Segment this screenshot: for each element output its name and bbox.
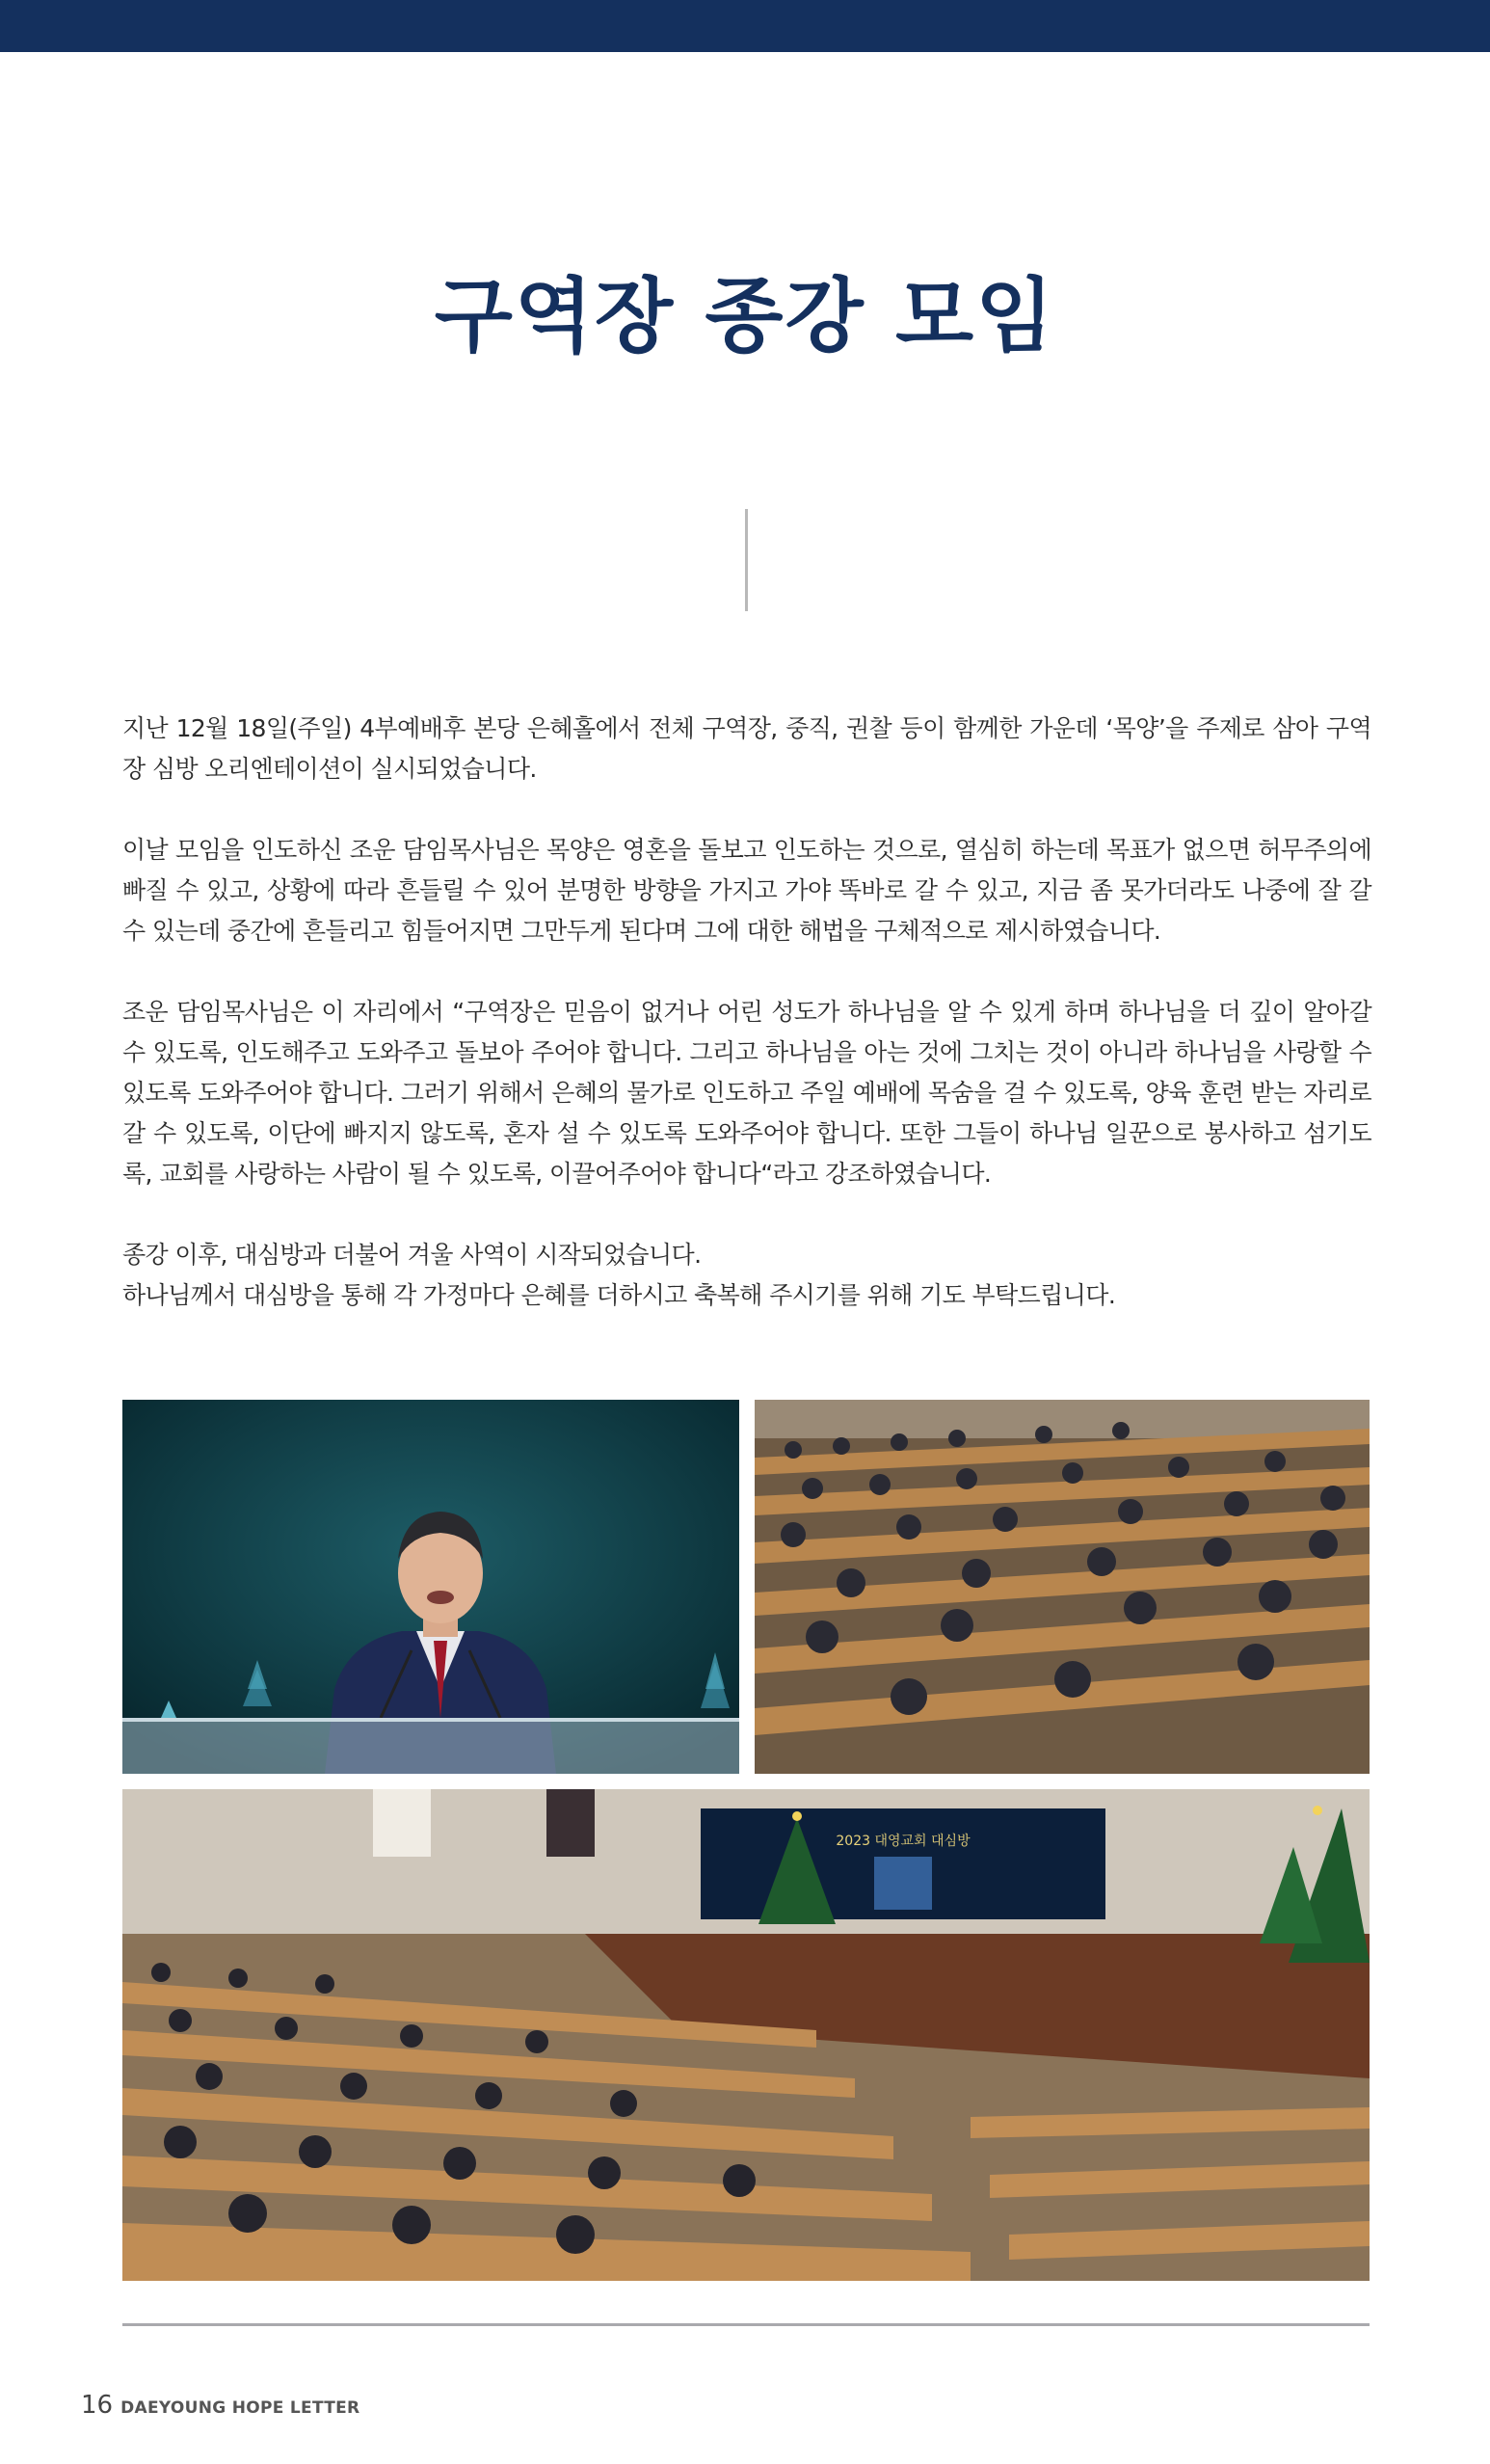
paragraph-4: 종강 이후, 대심방과 더불어 겨울 사역이 시작되었습니다. 하나님께서 대심방을 통해 각 가정마다 은혜를 더하시고 축복해 주시기를 위해 기도 부탁드립니다. bbox=[122, 1241, 1116, 1309]
paragraph-2: 이날 모임을 인도하신 조운 담임목사님은 목양은 영혼을 돌보고 인도하는 것으로, 열심히 하는데 목표가 없으면 허무주의에 빠질 수 있고, 상황에 따라 흔들릴 수 있어 분명한 방향을 가지고 가야 똑바로 갈 수 있고, 지금 좀 못가더라도 나중에 잘 갈 수 있는데 중간에 흔들리고 힘들어지면 그만두게 된다며 그에 대한 해법을 구체적으로 제시하였습니다. bbox=[122, 836, 1371, 945]
photo-congregation-pews bbox=[755, 1400, 1370, 1774]
title-divider bbox=[745, 509, 748, 611]
article-title: 구역장 종강 모임 bbox=[434, 269, 1056, 363]
photo-sanctuary-wide bbox=[122, 1789, 1370, 2281]
publication-name: DAEYOUNG HOPE LETTER bbox=[120, 2398, 360, 2418]
photo-pastor-speaking bbox=[122, 1400, 739, 1774]
article-body bbox=[122, 709, 1371, 1316]
page-number: 16 bbox=[81, 2391, 114, 2420]
page-footer bbox=[81, 2391, 359, 2420]
header-bar bbox=[0, 0, 1490, 52]
stage-banner-text: 2023 대영교회 대심방 bbox=[836, 1834, 971, 1849]
footer-divider bbox=[122, 2323, 1370, 2326]
paragraph-1: 지난 12월 18일(주일) 4부예배후 본당 은혜홀에서 전체 구역장, 중직, 권찰 등이 함께한 가운데 ‘목양’을 주제로 삼아 구역장 심방 오리엔테이션이 실시되었습니다. bbox=[122, 714, 1371, 783]
paragraph-3: 조운 담임목사님은 이 자리에서 “구역장은 믿음이 없거나 어린 성도가 하나님을 알 수 있게 하며 하나님을 더 깊이 알아갈 수 있도록, 인도해주고 도와주고 돌보아 주어야 합니다. 그리고 하나님을 아는 것에 그치는 것이 아니라 하나님을 사랑할 수 있도록 도와주어야 합니다. 그러기 위해서 은혜의 물가로 인도하고 주일 예배에 목숨을 걸 수 있도록, 양육 훈련 받는 자리로 갈 수 있도록, 이단에 빠지지 않도록, 혼자 설 수 있도록 도와주어야 합니다. 또한 그들이 하나님 일꾼으로 봉사하고 섬기도록, 교회를 사랑하는 사람이 될 수 있도록, 이끌어주어야 합니다“라고 강조하였습니다. bbox=[122, 998, 1371, 1188]
